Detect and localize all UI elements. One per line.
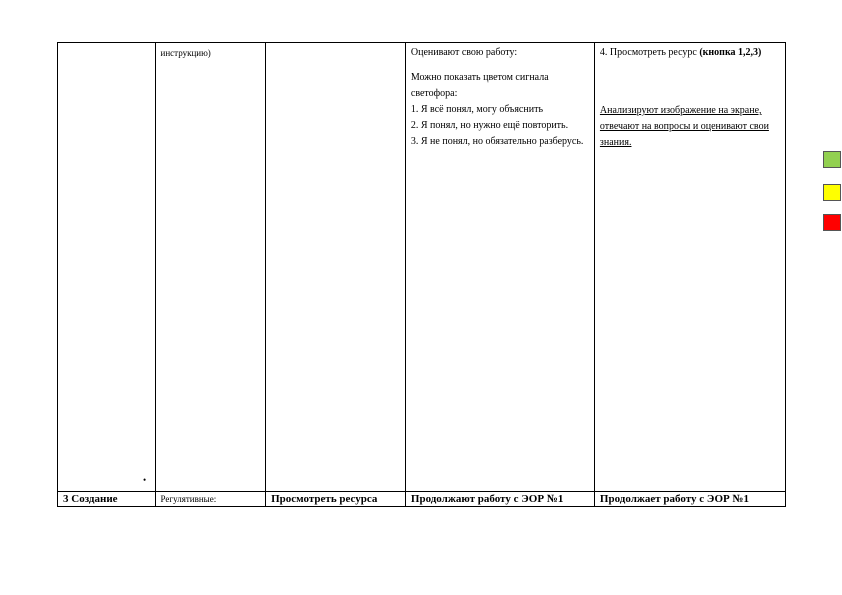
- traffic-light-red-swatch: [823, 214, 841, 231]
- view-resource-text: 4. Просмотреть ресурс: [599, 47, 700, 58]
- regulative-label: Регулятивные:: [155, 492, 266, 507]
- stage-cell: [58, 43, 156, 492]
- traffic-light-green-swatch: [823, 151, 841, 168]
- teacher-continue-label: Продолжает работу с ЭОР №1: [594, 492, 785, 507]
- assessment-item: 1. Я всё понял, могу объяснить: [410, 104, 544, 115]
- resource-cell: [266, 43, 406, 492]
- teacher-activity-cell: [594, 43, 785, 492]
- stage-title: 3 Создание: [58, 492, 156, 507]
- skills-cell: [155, 43, 266, 492]
- students-continue-label: Продолжают работу с ЭОР №1: [405, 492, 594, 507]
- view-resource-label: Просмотреть ресурса: [266, 492, 406, 507]
- bullet-mark: •: [143, 475, 147, 485]
- table-row: [58, 492, 786, 507]
- traffic-light-intro: Можно показать цветом сигнала светофора:: [410, 72, 549, 99]
- view-resource-step: [600, 45, 780, 61]
- lesson-plan-table: [57, 42, 786, 507]
- instruction-text: инструкцию): [160, 48, 211, 58]
- table-row: [58, 43, 786, 492]
- assessment-item: 2. Я понял, но нужно ещё повторить.: [410, 120, 569, 131]
- analysis-description: Анализируют изображение на экране, отвечают на вопросы и оценивают свои знания.: [599, 105, 769, 148]
- traffic-light-yellow-swatch: [823, 184, 841, 201]
- students-activity-cell: [405, 43, 594, 492]
- self-assessment-title: Оценивают свою работу:: [410, 47, 518, 58]
- resource-buttons-hint: (кнопка 1,2,3): [699, 47, 762, 58]
- assessment-item: 3. Я не понял, но обязательно разберусь.: [410, 136, 584, 147]
